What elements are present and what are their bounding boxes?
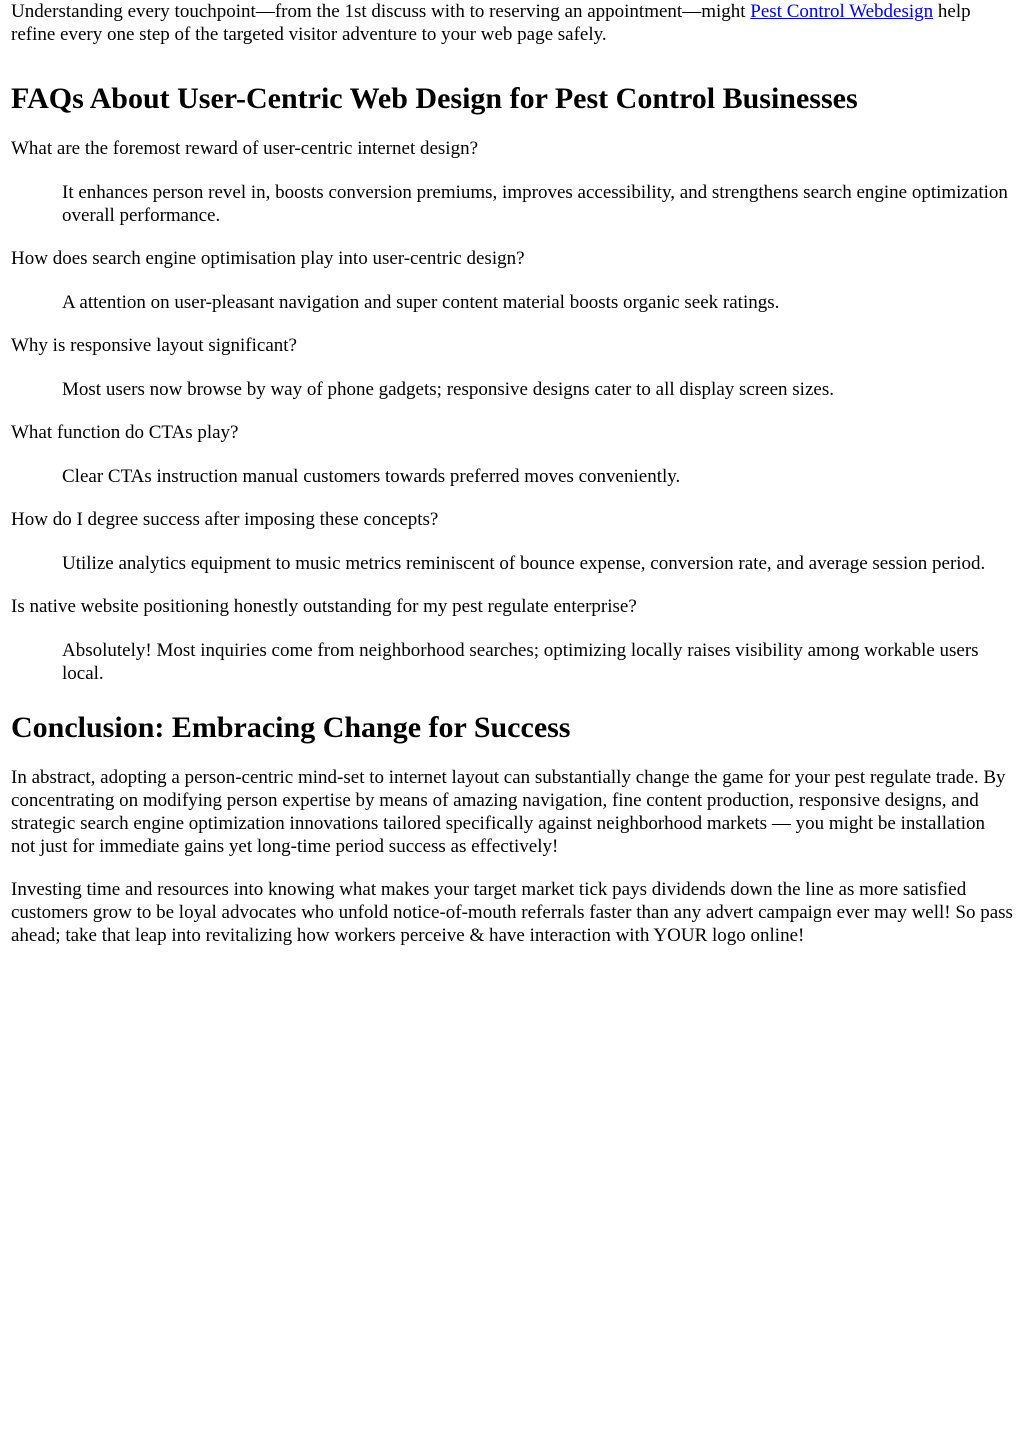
faq-question: How does search engine optimisation play into user-centric design?	[11, 248, 525, 269]
intro-text-before-link: Understanding every touchpoint—from the 1st discuss with to reserving an appointment—might	[11, 1, 751, 22]
faq-answer: Utilize analytics equipment to music metrics reminiscent of bounce expense, conversion rate, and average session period.	[62, 553, 986, 574]
faq-answer: Absolutely! Most inquiries come from neighborhood searches; optimizing locally raises visibility among workable users local.	[62, 640, 979, 684]
conclusion-heading: Conclusion: Embracing Change for Success	[11, 711, 571, 744]
faq-answer: Clear CTAs instruction manual customers towards preferred moves conveniently.	[62, 466, 681, 487]
conclusion-paragraph: Investing time and resources into knowing what makes your target market tick pays dividends down the line as more satisfied customers grow to be loyal advocates who unfold notice-of-mouth referrals faster than any advert campaign ever may well! So pass ahead; take that leap into revitalizing how workers perceive & have interaction with YOUR logo online!	[11, 879, 1013, 946]
faq-question: Is native website positioning honestly outstanding for my pest regulate enterprise?	[11, 596, 637, 617]
faq-answer: Most users now browse by way of phone gadgets; responsive designs cater to all display screen sizes.	[62, 379, 834, 400]
faq-question: Why is responsive layout significant?	[11, 335, 297, 356]
faq-answer: It enhances person revel in, boosts conversion premiums, improves accessibility, and strengthens search engine optimization overall performance.	[62, 182, 1008, 226]
faq-heading: FAQs About User-Centric Web Design for Pest Control Businesses	[11, 82, 858, 115]
faq-list	[11, 137, 1014, 685]
faq-question: What function do CTAs play?	[11, 422, 239, 443]
pest-control-webdesign-link[interactable]: Pest Control Webdesign	[750, 1, 934, 22]
intro-paragraph	[11, 0, 1014, 46]
faq-question: What are the foremost reward of user-centric internet design?	[11, 138, 479, 159]
faq-answer: A attention on user-pleasant navigation and super content material boosts organic seek ratings.	[62, 292, 780, 313]
conclusion-paragraph: In abstract, adopting a person-centric mind-set to internet layout can substantially change the game for your pest regulate trade. By concentrating on modifying person expertise by means of amazing navigation, fine content production, responsive designs, and strategic search engine optimization innovations tailored specifically against neighborhood markets — you might be installation not just for immediate gains yet long-time period success as effectively!	[11, 767, 1006, 857]
intro-text-after-link: help refine every one step of the targeted visitor adventure to your web page safely.	[11, 1, 971, 45]
faq-question: How do I degree success after imposing these concepts?	[11, 509, 439, 530]
